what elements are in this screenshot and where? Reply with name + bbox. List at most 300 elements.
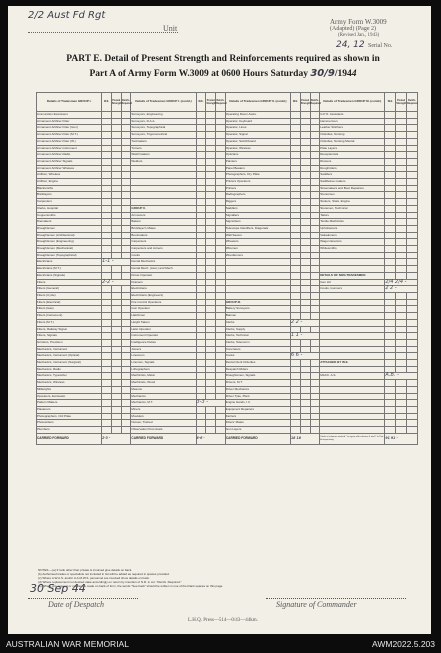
count-cell bbox=[407, 118, 418, 125]
trade-label: Operator, Wireless bbox=[225, 145, 290, 152]
table-row bbox=[37, 199, 418, 206]
trade-label: Mechanics, Instrument (Optical) bbox=[37, 353, 102, 360]
count-cell bbox=[396, 179, 407, 186]
table-row bbox=[37, 266, 418, 273]
table-row bbox=[37, 413, 418, 420]
count-cell bbox=[102, 199, 112, 206]
trade-label: Surveyors, R.A.A. bbox=[131, 118, 196, 125]
trade-label bbox=[320, 427, 385, 434]
count-cell bbox=[121, 152, 131, 159]
count-cell bbox=[300, 306, 310, 313]
count-cell bbox=[310, 420, 320, 427]
count-cell bbox=[300, 152, 310, 159]
count-cell bbox=[111, 313, 121, 320]
count-cell bbox=[290, 380, 300, 387]
trade-label: Saddlers bbox=[225, 205, 290, 212]
count-cell bbox=[111, 366, 121, 373]
count-cell bbox=[196, 360, 206, 367]
count-cell bbox=[121, 292, 131, 299]
trade-label bbox=[225, 292, 290, 299]
count-cell bbox=[111, 373, 121, 380]
trade-label: Dental Mechanics bbox=[131, 259, 196, 266]
table-row bbox=[37, 158, 418, 165]
note-line: (e) Where any request or notation is made on back of form, the words "See back" should be written in one of the blank spaces on this page. bbox=[38, 584, 224, 588]
table-row bbox=[37, 306, 418, 313]
count-cell bbox=[310, 172, 320, 179]
trade-label bbox=[131, 179, 196, 186]
column-header-trade: Details of Tradesmen GROUP I. (contd.) bbox=[131, 93, 196, 112]
count-cell bbox=[310, 252, 320, 259]
count-cell bbox=[206, 313, 216, 320]
count-cell bbox=[385, 179, 396, 186]
count-cell bbox=[290, 165, 300, 172]
trade-label: Tailors bbox=[320, 212, 385, 219]
table-header-row bbox=[37, 93, 418, 112]
count-cell bbox=[196, 138, 206, 145]
count-cell bbox=[121, 400, 131, 407]
count-cell bbox=[121, 326, 131, 333]
count-cell bbox=[102, 112, 112, 119]
count-cell bbox=[121, 158, 131, 165]
count-cell bbox=[111, 380, 121, 387]
table-row bbox=[37, 360, 418, 367]
trade-label: Joiners bbox=[131, 346, 196, 353]
count-cell bbox=[216, 185, 226, 192]
table-row bbox=[37, 232, 418, 239]
count-cell bbox=[121, 346, 131, 353]
count-cell bbox=[121, 118, 131, 125]
count-cell bbox=[396, 192, 407, 199]
count-cell bbox=[196, 232, 206, 239]
column-header-short: Reinfs. Required bbox=[216, 93, 226, 112]
carried-forward-value: 6-6 - bbox=[196, 433, 225, 444]
count-cell bbox=[102, 232, 112, 239]
trade-label bbox=[320, 393, 385, 400]
count-cell bbox=[385, 172, 396, 179]
count-cell bbox=[121, 306, 131, 313]
count-cell bbox=[216, 138, 226, 145]
count-cell bbox=[290, 420, 300, 427]
count-cell bbox=[196, 179, 206, 186]
count-cell bbox=[300, 272, 310, 279]
count-cell bbox=[396, 400, 407, 407]
count-cell bbox=[102, 326, 112, 333]
count-cell bbox=[206, 319, 216, 326]
signature-label: Signature of Commander bbox=[276, 600, 357, 609]
trade-label: Wheelers bbox=[225, 239, 290, 246]
count-cell bbox=[216, 199, 226, 206]
trade-label bbox=[320, 386, 385, 393]
count-cell bbox=[102, 413, 112, 420]
count-cell bbox=[396, 165, 407, 172]
count-cell bbox=[310, 386, 320, 393]
count-cell bbox=[216, 279, 226, 286]
count-cell bbox=[216, 259, 226, 266]
trade-label: Riveters bbox=[320, 158, 385, 165]
trade-label bbox=[320, 406, 385, 413]
trade-label: Electricians bbox=[131, 286, 196, 293]
count-cell bbox=[216, 179, 226, 186]
count-cell bbox=[206, 125, 216, 132]
count-cell bbox=[121, 406, 131, 413]
count-cell bbox=[310, 199, 320, 206]
count-cell bbox=[290, 138, 300, 145]
count-cell bbox=[310, 292, 320, 299]
trade-label: Driver Tyke, Plant bbox=[225, 393, 290, 400]
count-cell bbox=[216, 118, 226, 125]
count-cell bbox=[407, 380, 418, 387]
count-cell bbox=[102, 145, 112, 152]
count-cell bbox=[121, 246, 131, 253]
trade-label: Clerks, Hospital bbox=[37, 205, 102, 212]
count-cell bbox=[216, 346, 226, 353]
trade-label: Concreters bbox=[225, 346, 290, 353]
count-cell bbox=[396, 152, 407, 159]
count-cell bbox=[407, 172, 418, 179]
count-cell bbox=[407, 386, 418, 393]
trade-label: Wall Savers bbox=[225, 232, 290, 239]
count-cell bbox=[290, 406, 300, 413]
trade-label bbox=[320, 266, 385, 273]
trade-label: Surveyors, Trigonometrical bbox=[131, 132, 196, 139]
count-cell bbox=[407, 192, 418, 199]
count-cell bbox=[196, 333, 206, 340]
count-cell bbox=[385, 386, 396, 393]
count-cell bbox=[385, 185, 396, 192]
count-cell bbox=[385, 118, 396, 125]
trade-label: Electricians (Signals) bbox=[37, 272, 102, 279]
count-cell bbox=[310, 346, 320, 353]
count-cell bbox=[196, 185, 206, 192]
trade-label: Operators, Excavator bbox=[37, 393, 102, 400]
trade-label: Whitesmiths bbox=[320, 246, 385, 253]
table-row bbox=[37, 313, 418, 320]
count-cell bbox=[310, 179, 320, 186]
count-cell bbox=[206, 420, 216, 427]
count-cell bbox=[121, 212, 131, 219]
count-cell bbox=[216, 165, 226, 172]
count-cell bbox=[102, 306, 112, 313]
count-cell bbox=[407, 406, 418, 413]
trade-label: Saddlers bbox=[320, 172, 385, 179]
form-reference: Army Form W.3009 bbox=[330, 18, 387, 26]
title-line-2 bbox=[38, 68, 408, 79]
count-cell bbox=[385, 239, 396, 246]
count-cell bbox=[102, 225, 112, 232]
count-cell bbox=[206, 112, 216, 119]
count-cell bbox=[102, 406, 112, 413]
trade-label: Photowriters bbox=[37, 420, 102, 427]
count-cell bbox=[310, 205, 320, 212]
count-cell bbox=[216, 286, 226, 293]
table-row bbox=[37, 380, 418, 387]
column-header-trade: Details of Tradesmen GROUP III. (contd.) bbox=[320, 93, 385, 112]
count-cell bbox=[396, 427, 407, 434]
trade-label: Mechanics, Instrument bbox=[37, 346, 102, 353]
carried-forward-value: 2-3 - bbox=[102, 433, 131, 444]
count-cell bbox=[290, 192, 300, 199]
trade-label: Mechanics bbox=[131, 393, 196, 400]
count-cell bbox=[407, 239, 418, 246]
count-cell bbox=[300, 179, 310, 186]
count-cell bbox=[216, 380, 226, 387]
count-cell bbox=[385, 413, 396, 420]
count-cell bbox=[111, 306, 121, 313]
count-cell bbox=[102, 373, 112, 380]
count-cell bbox=[310, 152, 320, 159]
count-cell bbox=[102, 185, 112, 192]
count-cell bbox=[385, 165, 396, 172]
count-cell bbox=[111, 339, 121, 346]
count-cell bbox=[196, 413, 206, 420]
count-cell bbox=[216, 420, 226, 427]
count-cell bbox=[216, 292, 226, 299]
trade-label: Bricklayer's Mates bbox=[131, 225, 196, 232]
count-cell: 2 2 - bbox=[290, 319, 319, 326]
count-cell bbox=[216, 333, 226, 340]
count-cell bbox=[300, 158, 310, 165]
count-cell bbox=[216, 232, 226, 239]
count-cell bbox=[310, 406, 320, 413]
count-cell bbox=[102, 266, 112, 273]
table-row bbox=[37, 219, 418, 226]
count-cell bbox=[385, 299, 396, 306]
count-cell bbox=[216, 125, 226, 132]
count-cell bbox=[196, 279, 206, 286]
count-cell bbox=[290, 413, 300, 420]
count-cell bbox=[206, 252, 216, 259]
count-cell bbox=[290, 219, 300, 226]
count-cell bbox=[396, 132, 407, 139]
trade-label: Lithographers bbox=[131, 366, 196, 373]
table-row bbox=[37, 339, 418, 346]
count-cell bbox=[206, 259, 216, 266]
count-cell bbox=[300, 373, 310, 380]
trade-label: Draughtsmen bbox=[37, 225, 102, 232]
count-cell bbox=[102, 313, 112, 320]
column-header-short: W.E. bbox=[196, 93, 206, 112]
count-cell bbox=[102, 219, 112, 226]
count-cell bbox=[102, 366, 112, 373]
count-cell bbox=[310, 400, 320, 407]
count-cell bbox=[310, 299, 320, 306]
trade-label: Coppersmiths bbox=[37, 212, 102, 219]
count-cell bbox=[290, 266, 300, 273]
trade-label: Stokers, Stats. Engine bbox=[320, 199, 385, 206]
count-cell bbox=[385, 112, 396, 119]
count-cell bbox=[102, 427, 112, 434]
count-cell bbox=[216, 239, 226, 246]
trade-label bbox=[320, 413, 385, 420]
count-cell bbox=[111, 292, 121, 299]
count-cell bbox=[196, 246, 206, 253]
count-cell bbox=[206, 185, 216, 192]
count-cell bbox=[310, 279, 320, 286]
count-cell bbox=[300, 366, 310, 373]
trade-label: Equipment Repairers bbox=[225, 406, 290, 413]
table-row bbox=[37, 333, 418, 340]
count-cell bbox=[310, 366, 320, 373]
trade-label: Gen Hd bbox=[320, 279, 385, 286]
count-cell bbox=[310, 138, 320, 145]
trade-label bbox=[131, 165, 196, 172]
count-cell bbox=[300, 232, 310, 239]
trade-label: Armament Artificer Fitter (M.T.) bbox=[37, 132, 102, 139]
count-cell bbox=[196, 158, 206, 165]
trade-label: Valuationers bbox=[320, 232, 385, 239]
count-cell bbox=[385, 225, 396, 232]
count-cell bbox=[216, 225, 226, 232]
count-cell bbox=[407, 413, 418, 420]
trade-label: Draughtsmen, Signals bbox=[225, 373, 290, 380]
count-cell: 1 1 - bbox=[290, 333, 319, 340]
count-cell bbox=[300, 212, 310, 219]
trade-label: Textile Machinists bbox=[320, 219, 385, 226]
count-cell bbox=[206, 179, 216, 186]
trade-label: Batmen bbox=[225, 313, 290, 320]
count-cell bbox=[111, 393, 121, 400]
trade-label bbox=[131, 199, 196, 206]
count-cell bbox=[206, 219, 216, 226]
count-cell bbox=[121, 333, 131, 340]
note-line: (b) Authorised trades or specialists not included in list will be added as required in spaces provided. bbox=[38, 572, 170, 576]
trade-label: Blacksmiths bbox=[37, 185, 102, 192]
count-cell bbox=[216, 192, 226, 199]
unit-label: Unit bbox=[163, 24, 178, 33]
count-cell bbox=[111, 199, 121, 206]
table-row bbox=[37, 252, 418, 259]
count-cell bbox=[396, 145, 407, 152]
count-cell bbox=[396, 212, 407, 219]
count-cell bbox=[396, 306, 407, 313]
count-cell: A.B. - bbox=[385, 373, 418, 380]
trade-label: Driver Mechanics bbox=[225, 386, 290, 393]
trade-label bbox=[320, 333, 385, 340]
count-cell bbox=[310, 239, 320, 246]
count-cell bbox=[111, 400, 121, 407]
table-row bbox=[37, 319, 418, 326]
count-cell bbox=[111, 125, 121, 132]
count-cell bbox=[121, 205, 131, 212]
count-cell bbox=[196, 427, 206, 434]
table-row bbox=[37, 420, 418, 427]
count-cell bbox=[385, 266, 396, 273]
count-cell bbox=[216, 319, 226, 326]
count-cell bbox=[407, 259, 418, 266]
count-cell bbox=[111, 353, 121, 360]
count-cell bbox=[396, 386, 407, 393]
trade-label: Riggers bbox=[225, 199, 290, 206]
count-cell bbox=[102, 339, 112, 346]
count-cell bbox=[290, 212, 300, 219]
count-cell bbox=[300, 386, 310, 393]
table-row bbox=[37, 192, 418, 199]
count-cell bbox=[206, 246, 216, 253]
trade-label: Turners bbox=[131, 145, 196, 152]
count-cell bbox=[102, 420, 112, 427]
count-cell bbox=[102, 346, 112, 353]
count-cell bbox=[396, 252, 407, 259]
table-row bbox=[37, 132, 418, 139]
count-cell bbox=[121, 393, 131, 400]
column-header-short: W.E. bbox=[385, 93, 396, 112]
trade-label: Fitters (M.T.) bbox=[37, 319, 102, 326]
count-cell bbox=[300, 145, 310, 152]
count-cell bbox=[407, 252, 418, 259]
count-cell bbox=[310, 259, 320, 266]
carried-forward-value: 18 18 bbox=[290, 433, 319, 444]
count-cell bbox=[196, 313, 206, 320]
table-row bbox=[37, 386, 418, 393]
column-header-short: Posted Strength bbox=[396, 93, 407, 112]
count-cell bbox=[216, 152, 226, 159]
count-cell bbox=[102, 333, 112, 340]
count-cell bbox=[102, 158, 112, 165]
form-sheet bbox=[8, 6, 431, 634]
trade-label: Nurses, Trained bbox=[131, 420, 196, 427]
trade-label: Operating Room Assts. bbox=[225, 112, 290, 119]
trade-label: Machinists, Metal bbox=[131, 373, 196, 380]
count-cell bbox=[300, 185, 310, 192]
count-cell bbox=[102, 152, 112, 159]
trade-label: Driver-Operator bbox=[131, 272, 196, 279]
count-cell bbox=[300, 393, 310, 400]
trade-label bbox=[320, 259, 385, 266]
count-cell bbox=[290, 339, 300, 346]
table-row bbox=[37, 393, 418, 400]
count-cell bbox=[196, 319, 206, 326]
trade-label: Wiremen bbox=[225, 246, 290, 253]
notes-block bbox=[38, 568, 418, 588]
table-row bbox=[37, 373, 418, 380]
count-cell bbox=[111, 333, 121, 340]
column-header-short: Reinfs. Required bbox=[121, 93, 131, 112]
trade-label: Bakers bbox=[131, 219, 196, 226]
count-cell bbox=[385, 132, 396, 139]
trade-label: Armament Artificer Radio bbox=[37, 152, 102, 159]
trade-label: GROUP III. bbox=[225, 299, 290, 306]
count-cell bbox=[310, 266, 320, 273]
count-cell bbox=[121, 386, 131, 393]
count-cell bbox=[206, 326, 216, 333]
count-cell bbox=[300, 279, 310, 286]
count-cell bbox=[300, 252, 310, 259]
count-cell bbox=[102, 212, 112, 219]
count-cell bbox=[196, 252, 206, 259]
count-cell bbox=[310, 373, 320, 380]
count-cell bbox=[196, 286, 206, 293]
count-cell bbox=[310, 118, 320, 125]
trade-label: Storemen, Technical bbox=[320, 205, 385, 212]
count-cell bbox=[102, 138, 112, 145]
count-cell bbox=[111, 413, 121, 420]
trade-label bbox=[320, 319, 385, 326]
count-cell bbox=[407, 225, 418, 232]
trade-label: Draughtsmen (Mechanical) bbox=[37, 246, 102, 253]
year-printed: /194 bbox=[334, 69, 352, 79]
count-cell bbox=[102, 360, 112, 367]
count-cell bbox=[111, 246, 121, 253]
trade-label: Painters bbox=[225, 158, 290, 165]
count-cell bbox=[216, 212, 226, 219]
count-cell bbox=[310, 185, 320, 192]
count-cell bbox=[300, 225, 310, 232]
trade-label bbox=[225, 279, 290, 286]
count-cell bbox=[385, 400, 396, 407]
column-header-short: W.E. bbox=[102, 93, 112, 112]
count-cell bbox=[121, 179, 131, 186]
count-cell bbox=[111, 386, 121, 393]
